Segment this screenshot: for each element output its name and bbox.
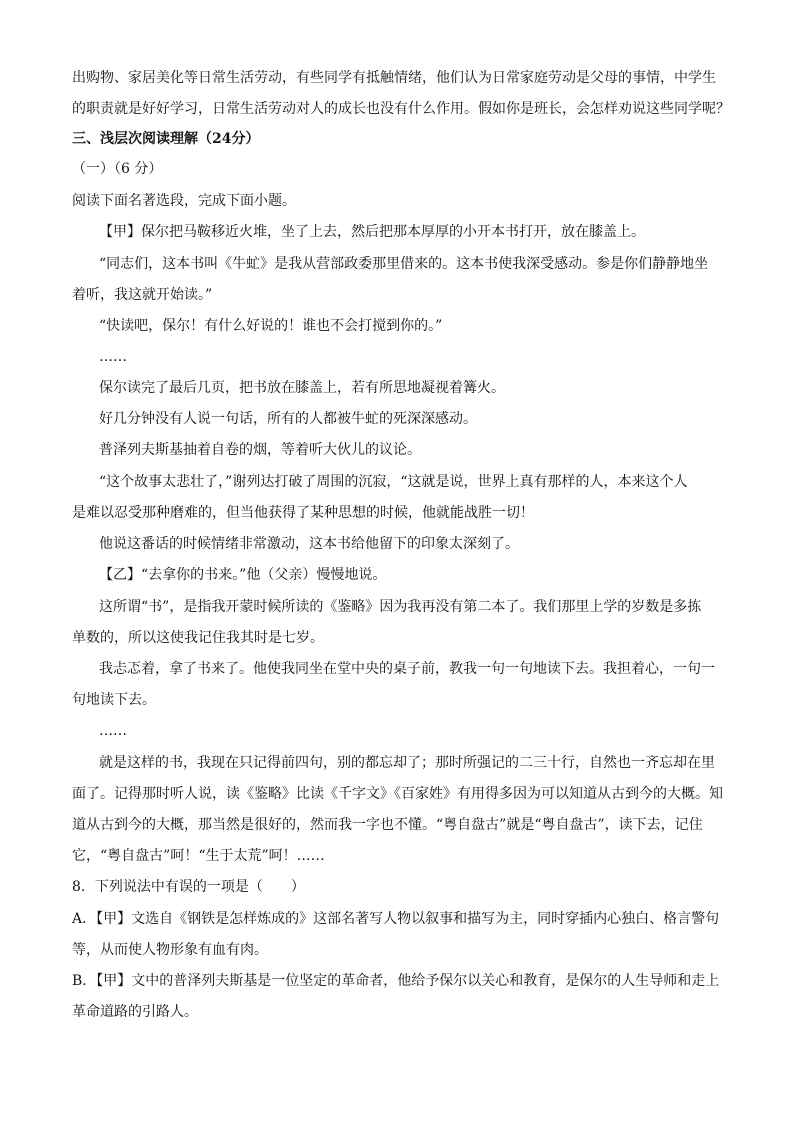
passage-jia-line: “快读吧，保尔！有什么好说的！谁也不会打搅到你的。” xyxy=(99,318,443,334)
passage-yi-line: 我忐忑着，拿了书来了。他使我同坐在堂中央的桌子前，教我一句一句地读下去。我担着心，一句一 xyxy=(99,661,715,677)
passage-yi-line: 【乙】“去拿你的书来。”他（父亲）慢慢地说。 xyxy=(99,567,387,583)
passage-jia-line: 着听，我这就开始读。” xyxy=(72,287,213,303)
passage-yi-line: 道从古到今的大概，那当然是很好的，然而我一字也不懂。“粤自盘古”就是“粤自盘古”，读下去，记住 xyxy=(72,817,703,833)
question-stem: 8．下列说法中有误的一项是（ ） xyxy=(72,879,305,895)
option-a-continued: 等，从而使人物形象有血有肉。 xyxy=(72,942,268,958)
option-a: A．【甲】文选自《钢铁是怎样炼成的》这部名著写人物以叙事和描写为主，同时穿插内心独白、格言警句 xyxy=(72,911,720,927)
section-heading: 三、浅层次阅读理解（24分） xyxy=(72,131,260,147)
option-b: B．【甲】文中的普泽列夫斯基是一位坚定的革命者，他给予保尔以关心和教育，是保尔的人生导师和走上 xyxy=(72,973,720,989)
passage-jia-line: “这个故事太悲壮了，”谢列达打破了周围的沉寂，“这就是说，世界上真有那样的人，本来这个人 xyxy=(99,474,688,490)
text-line: 出购物、家居美化等日常生活劳动，有些同学有抵触情绪，他们认为日常家庭劳动是父母的事情，中学生 xyxy=(72,70,716,86)
ellipsis-line: …… xyxy=(99,349,127,365)
subsection-heading: （一）（6 分） xyxy=(72,161,163,177)
text-line: 的职责就是好好学习，日常生活劳动对人的成长也没有什么作用。假如你是班长，会怎样劝说这些同学呢？ xyxy=(72,101,730,117)
passage-jia-line: 【甲】保尔把马鞍移近火堆，坐了上去，然后把那本厚厚的小开本书打开，放在膝盖上。 xyxy=(99,224,645,240)
passage-jia-line: 是难以忍受那种磨难的，但当他获得了某种思想的时候，他就能战胜一切！ xyxy=(72,505,534,521)
passage-yi-line: 这所谓“书”，是指我开蒙时候所读的《鉴略》因为我再没有第二本了。我们那里上学的岁数是多拣 xyxy=(99,599,702,615)
passage-yi-line: 就是这样的书，我现在只记得前四句，别的都忘却了；那时所强记的二三十行，自然也一齐忘却在里 xyxy=(99,755,715,771)
passage-jia-line: 他说这番话的时候情绪非常激动，这本书给他留下的印象太深刻了。 xyxy=(99,536,519,552)
option-b-continued: 革命道路的引路人。 xyxy=(72,1004,198,1020)
passage-jia-line: 好几分钟没有人说一句话，所有的人都被牛虻的死深深感动。 xyxy=(99,411,477,427)
passage-yi-line: 单数的，所以这使我记住我其时是七岁。 xyxy=(72,630,324,646)
passage-jia-line: 普泽列夫斯基抽着自卷的烟，等着听大伙儿的议论。 xyxy=(99,442,421,458)
passage-jia-line: 保尔读完了最后几页，把书放在膝盖上，若有所思地凝视着篝火。 xyxy=(99,380,505,396)
ellipsis-line: …… xyxy=(99,723,127,739)
passage-jia-line: “同志们，这本书叫《牛虻》是我从营部政委那里借来的。这本书使我深受感动。参是你们静静地坐 xyxy=(99,256,709,272)
passage-yi-line: 句地读下去。 xyxy=(72,692,156,708)
instruction-text: 阅读下面名著选段，完成下面小题。 xyxy=(72,193,296,209)
passage-yi-line: 它，“粤自盘古”呵！“生于太荒”呵！…… xyxy=(72,848,325,864)
passage-yi-line: 面了。记得那时听人说，读《鉴略》比读《千字文》《百家姓》有用得多因为可以知道从古到今的大概。知 xyxy=(72,786,723,802)
